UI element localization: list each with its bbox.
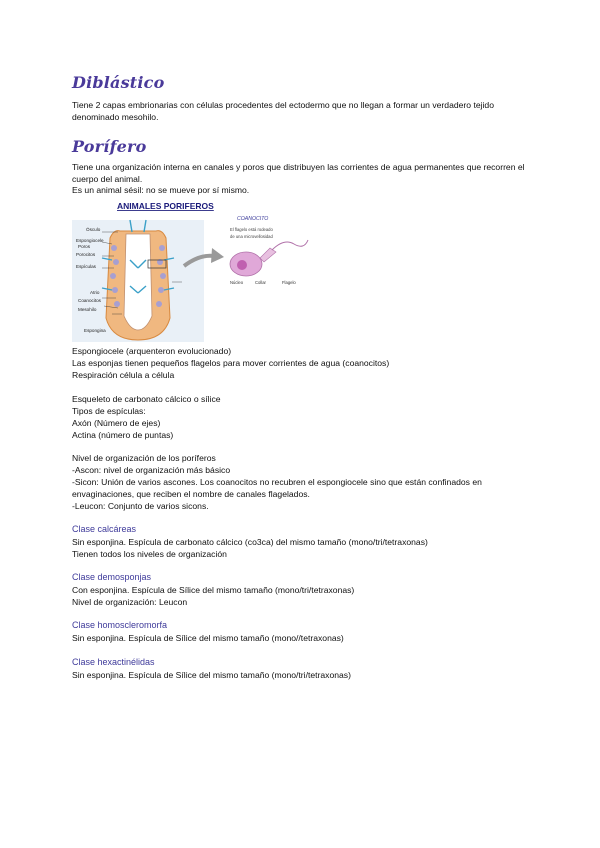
esqueleto-line: Axón (Número de ejes) (72, 418, 161, 428)
clase-heading: Clase hexactinélidas (72, 657, 155, 667)
cell-label: Flagelo (282, 280, 296, 285)
clase-heading: Clase homoscleromorfa (72, 620, 168, 630)
espongiocele-line: Las esponjas tienen pequeños flagelos para mover corrientes de agua (coanocitos) (72, 358, 390, 368)
diagram-label: Atrio (90, 290, 100, 295)
coanocito-note-2: de una microvellosidad (230, 234, 273, 239)
diagram-label: Mesohilo (78, 307, 97, 312)
diagram-label: Ósculo (86, 227, 101, 232)
heading-diblastico: Diblástico (72, 73, 165, 92)
arrow-head-icon (211, 248, 224, 263)
clase-line: Sin esponjina. Espícula de Sílice del mismo tamaño (mono/tri/tetraxonas) (72, 670, 351, 680)
niveles-line: -Leucon: Conjunto de varios sicons. (72, 501, 209, 511)
clase-line: Tienen todos los niveles de organización (72, 549, 227, 559)
espongiocele-line: Espongiocele (arquenteron evolucionado) (72, 346, 232, 356)
diagram-label: Porocitos (76, 252, 96, 257)
cell-label: Núcleo (230, 280, 244, 285)
cell-label: Collar (255, 280, 266, 285)
diagram-label: Espongiocele (76, 238, 104, 243)
diagram-label: Espongina (84, 328, 106, 333)
esqueleto-line: Actina (número de puntas) (72, 430, 174, 440)
niveles-line: -Ascon: nivel de organización más básico (72, 465, 231, 475)
clase-line: Sin esponjina. Espícula de carbonato cálcico (co3ca) del mismo tamaño (mono/tri/tetraxonas) (72, 537, 428, 547)
niveles-line: -Sicon: Unión de varios ascones. Los coanocitos no recubren el espongiocele sino que están confinados en envaginaciones, que reciben el nombre de canales flagelados. (72, 477, 482, 499)
porifero-line-1: Tiene una organización interna en canales y poros que distribuyen las corrientes de agua permanentes que recorren el cuerpo del animal. (72, 162, 525, 184)
clase-heading: Clase demosponjas (72, 572, 152, 582)
clase-line: Sin esponjina. Espícula de Sílice del mismo tamaño (mono//tetraxonas) (72, 633, 344, 643)
diblastico-text: Tiene 2 capas embrionarias con células procedentes del ectodermo que no llegan a formar un verdadero tejido denominado mesohilo. (72, 100, 494, 122)
clase-line: Nivel de organización: Leucon (72, 597, 188, 607)
heading-porifero: Porífero (72, 137, 147, 156)
niveles-line: Nivel de organización de los poríferos (72, 453, 216, 463)
porifero-diagram (72, 198, 312, 344)
figure-title: ANIMALES PORIFEROS (117, 201, 214, 211)
coanocito-note-1: El flagelo está rodeado (230, 227, 273, 232)
porifero-line-2: Es un animal sésil: no se mueve por sí mismo. (72, 185, 250, 195)
esqueleto-line: Esqueleto de carbonato cálcico o sílice (72, 394, 221, 404)
espongiocele-line: Respiración célula a célula (72, 370, 175, 380)
clase-line: Con esponjina. Espícula de Sílice del mismo tamaño (mono/tri/tetraxonas) (72, 585, 355, 595)
diagram-label: Espículas (76, 264, 96, 269)
coanocito-cell-illustration (230, 240, 308, 276)
diagram-label: Poros (78, 244, 91, 249)
diagram-label: Coanocitos (78, 298, 101, 303)
clase-heading: Clase calcáreas (72, 524, 137, 534)
esqueleto-line: Tipos de espículas: (72, 406, 146, 416)
coanocito-title: COANOCITO (237, 216, 269, 222)
